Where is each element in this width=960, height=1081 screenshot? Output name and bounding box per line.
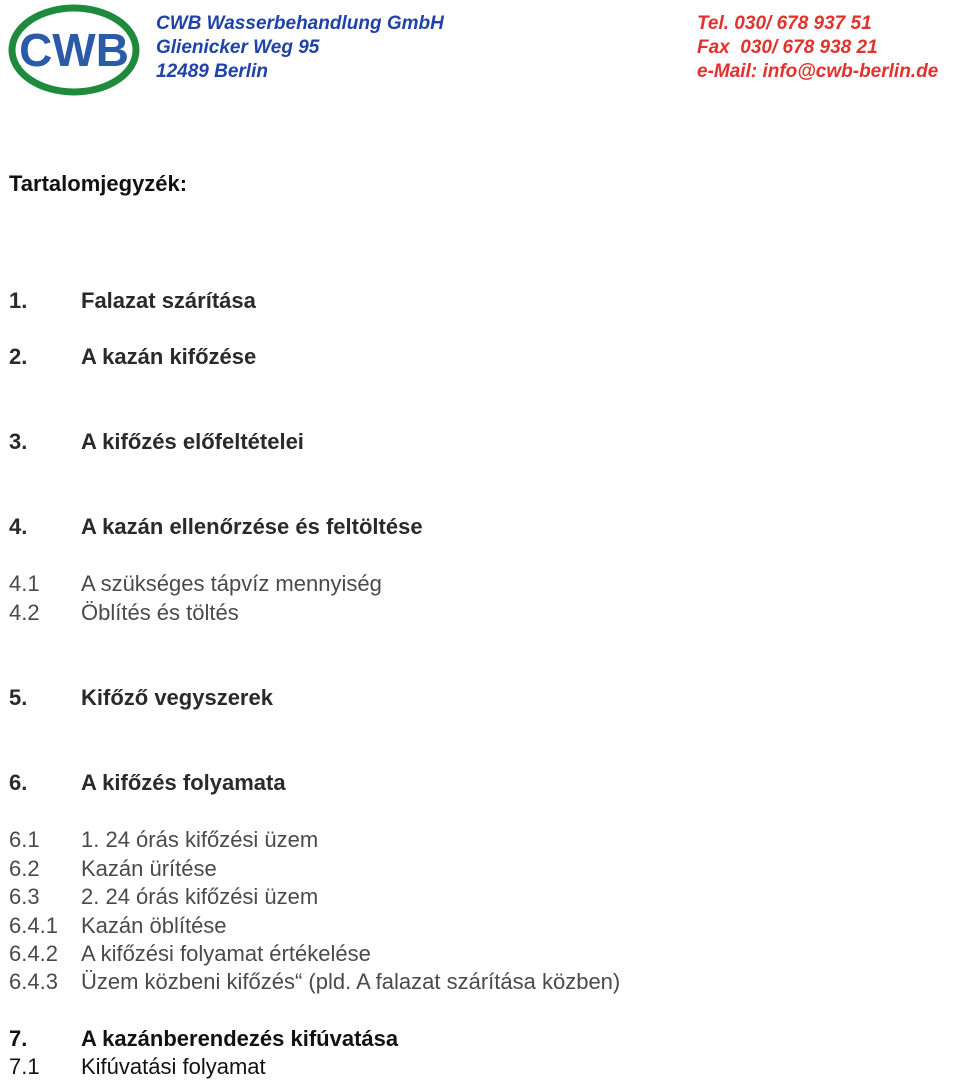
- toc-entry-number: 6.3: [9, 884, 40, 909]
- cwb-logo-graphic: [8, 4, 140, 96]
- toc-title: Tartalomjegyzék:: [9, 171, 188, 196]
- toc-entry-number: 6.4.2: [9, 941, 58, 966]
- toc-entry-number: 1.: [9, 288, 28, 313]
- toc-entry-number: 6.: [9, 770, 28, 795]
- toc-entry-number: 2.: [9, 344, 28, 369]
- company-street: Glienicker Weg 95: [156, 37, 320, 58]
- contact-fax: Fax 030/ 678 938 21: [697, 37, 878, 58]
- toc-entry-number: 4.2: [9, 600, 40, 625]
- toc-entry-number: 3.: [9, 429, 28, 454]
- logo-text: CWB: [19, 24, 129, 76]
- company-address: [156, 12, 444, 84]
- toc-entry-text: A kifőzés előfeltételei: [81, 429, 304, 454]
- toc-entry-number: 6.1: [9, 827, 40, 852]
- toc-entry-text: Kifúvatási folyamat: [81, 1054, 266, 1079]
- toc-entry-text: Üzem közbeni kifőzés“ (pld. A falazat szárítása közben): [81, 969, 621, 994]
- toc-entry-text: A kazán ellenőrzése és feltöltése: [81, 514, 423, 539]
- toc-entry-text: A szükséges tápvíz mennyiség: [81, 571, 382, 596]
- toc-entry-number: 6.2: [9, 856, 40, 881]
- contact-email: e-Mail: info@cwb-berlin.de: [697, 61, 939, 82]
- toc-entry-text: Öblítés és töltés: [81, 600, 239, 625]
- toc-entry-text: Kazán ürítése: [81, 856, 217, 881]
- toc-entry-text: 1. 24 órás kifőzési üzem: [81, 827, 319, 852]
- company-city: 12489 Berlin: [156, 61, 268, 82]
- contact-tel: Tel. 030/ 678 937 51: [697, 13, 872, 34]
- toc-entry-text: 2. 24 órás kifőzési üzem: [81, 884, 319, 909]
- toc-entry-text: Falazat szárítása: [81, 288, 256, 313]
- toc-entry-number: 6.4.3: [9, 969, 58, 994]
- toc-entry-number: 7.: [9, 1026, 28, 1051]
- toc-entry-text: A kifőzés folyamata: [81, 770, 286, 795]
- company-name: CWB Wasserbehandlung GmbH: [156, 13, 444, 34]
- toc-entry-number: 4.: [9, 514, 28, 539]
- toc-entry-number: 6.4.1: [9, 913, 58, 938]
- toc-entry-text: A kazán kifőzése: [81, 344, 257, 369]
- toc-entry-text: Kifőző vegyszerek: [81, 685, 273, 710]
- toc-entry-number: 5.: [9, 685, 28, 710]
- toc-entry-number: 4.1: [9, 571, 40, 596]
- toc-entry-text: A kazánberendezés kifúvatása: [81, 1026, 399, 1051]
- company-logo: [8, 4, 140, 96]
- company-contact: [697, 12, 938, 84]
- toc-entry-text: A kifőzési folyamat értékelése: [81, 941, 371, 966]
- toc-entry-number: 7.1: [9, 1054, 40, 1079]
- toc-entry-text: Kazán öblítése: [81, 913, 227, 938]
